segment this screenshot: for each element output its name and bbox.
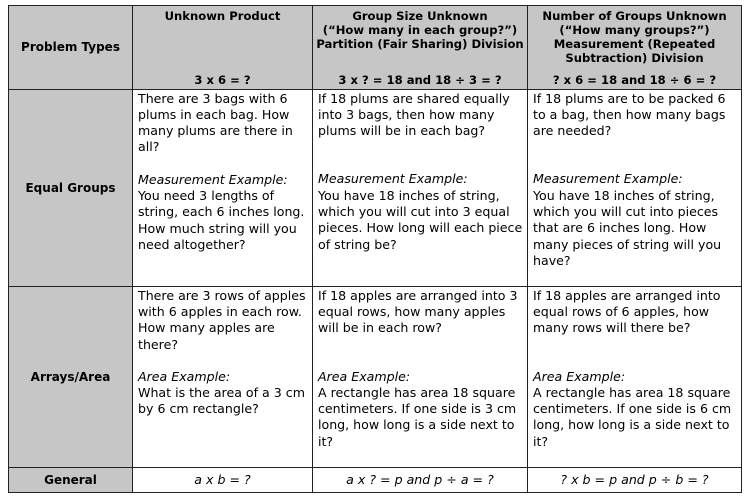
arrays-area-unknown-product-example-label: Area Example: [138, 368, 231, 384]
arrays-area-row [9, 286, 742, 467]
equal-groups-group-size-example: You have 18 inches of string, which you will cut into 3 equal pieces. How long will each piece of string be? [318, 187, 523, 252]
equal-groups-unknown-product-example-label: Measurement Example: [138, 171, 288, 187]
header-group-size-title-line-2: (“How many in each group?”) [322, 23, 518, 37]
problem-types-header: Problem Types [9, 6, 133, 90]
header-number-of-groups-title-line-2: (“How many groups?”) [559, 23, 710, 37]
arrays-area-number-of-groups-cell [528, 286, 742, 467]
equal-groups-label: Equal Groups [9, 89, 133, 286]
header-row [9, 6, 742, 90]
header-number-of-groups-title-line-4: Subtraction) Division [565, 51, 704, 65]
general-label: General [9, 467, 133, 492]
header-group-size-unknown [313, 6, 528, 90]
equal-groups-group-size-problem: If 18 plums are shared equally into 3 bags, then how many plums will be in each bag? [318, 90, 510, 139]
arrays-area-group-size-example: A rectangle has area 18 square centimeters. If one side is 3 cm long, how long is a side next to it? [318, 384, 517, 449]
arrays-area-group-size-cell [313, 286, 528, 467]
header-unknown-product [133, 6, 313, 90]
arrays-area-number-of-groups-example: A rectangle has area 18 square centimeters. If one side is 6 cm long, how long is a side next to it? [533, 384, 732, 449]
header-group-size-title-line-3: Partition (Fair Sharing) Division [316, 37, 524, 51]
equal-groups-group-size-cell [313, 89, 528, 286]
multiplication-division-table [8, 5, 742, 493]
arrays-area-number-of-groups-example-label: Area Example: [533, 368, 626, 384]
arrays-area-unknown-product-example: What is the area of a 3 cm by 6 cm rectangle? [138, 385, 305, 417]
equal-groups-row [9, 89, 742, 286]
header-group-size-title-line-1: Group Size Unknown [352, 9, 488, 23]
header-unknown-product-equation: 3 x 6 = ? [194, 72, 251, 87]
equal-groups-number-of-groups-example: You have 18 inches of string, which you will cut into pieces that are 6 inches long. How many pieces of string will you have? [533, 187, 722, 268]
arrays-area-label: Arrays/Area [9, 286, 133, 467]
header-number-of-groups-title-line-3: Measurement (Repeated [553, 37, 716, 51]
general-row [9, 467, 742, 492]
header-number-of-groups-title [528, 6, 741, 65]
header-number-of-groups-title-line-1: Number of Groups Unknown [542, 9, 727, 23]
arrays-area-unknown-product-cell [133, 286, 313, 467]
equal-groups-unknown-product-problem: There are 3 bags with 6 plums in each bag. How many plums are there in all? [138, 90, 293, 155]
header-number-of-groups-unknown [528, 6, 742, 90]
equal-groups-number-of-groups-example-label: Measurement Example: [533, 171, 683, 187]
header-group-size-title [313, 6, 527, 51]
general-unknown-product-formula: a x b = ? [133, 467, 313, 492]
general-number-of-groups-formula: ? x b = p and p ÷ b = ? [528, 467, 742, 492]
general-group-size-formula: a x ? = p and p ÷ a = ? [313, 467, 528, 492]
equal-groups-unknown-product-cell [133, 89, 313, 286]
arrays-area-group-size-example-label: Area Example: [318, 368, 411, 384]
arrays-area-group-size-problem: If 18 apples are arranged into 3 equal rows, how many apples will be in each row? [318, 287, 518, 336]
equal-groups-number-of-groups-cell [528, 89, 742, 286]
equal-groups-group-size-example-label: Measurement Example: [318, 171, 468, 187]
header-unknown-product-title: Unknown Product [164, 9, 281, 23]
header-group-size-equation: 3 x ? = 18 and 18 ÷ 3 = ? [338, 72, 502, 87]
arrays-area-unknown-product-problem: There are 3 rows of apples with 6 apples in each row. How many apples are there? [138, 287, 306, 352]
header-number-of-groups-equation: ? x 6 = 18 and 18 ÷ 6 = ? [552, 72, 717, 87]
equal-groups-number-of-groups-problem: If 18 plums are to be packed 6 to a bag, then how many bags are needed? [533, 90, 726, 139]
equal-groups-unknown-product-example: You need 3 lengths of string, each 6 inches long. How much string will you need altogether? [138, 187, 305, 252]
arrays-area-number-of-groups-problem: If 18 apples are arranged into equal rows of 6 apples, how many rows will there be? [533, 287, 721, 336]
